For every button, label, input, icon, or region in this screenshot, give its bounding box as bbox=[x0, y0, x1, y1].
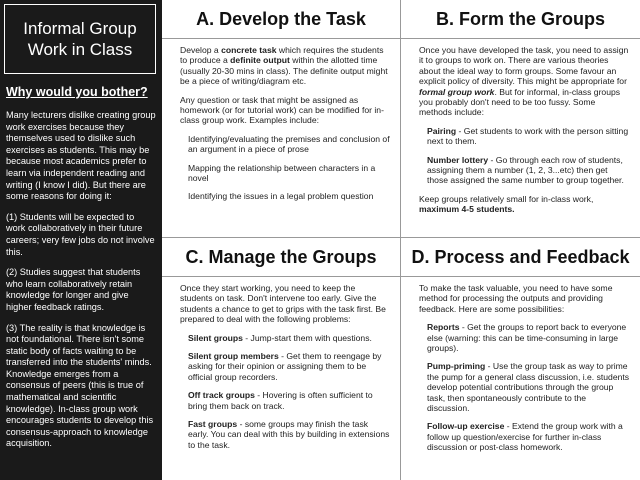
text: Develop a bbox=[180, 45, 222, 55]
bold-italic-text: formal group work bbox=[419, 86, 495, 97]
option-text: - Get the groups to report back to everyone else (warning: this can be time-consuming in large groups). bbox=[427, 322, 627, 354]
problem-name: Fast groups bbox=[188, 419, 238, 430]
sidebar-heading: Why would you bother? bbox=[6, 85, 148, 99]
example-item: Mapping the relationship between characters in a novel bbox=[188, 162, 376, 184]
option-item bbox=[427, 361, 630, 413]
sidebar-body bbox=[6, 110, 156, 459]
bold-text: concrete task bbox=[221, 45, 277, 55]
sidebar-paragraph: Many lecturers dislike creating group work exercises because they themselves used to dislike such exercises as students. This may be because most academics prefer to learn via independent reading and writing (I know I did). But there are some reasons for doing it: bbox=[6, 110, 156, 202]
panel-title: C. Manage the Groups bbox=[162, 238, 400, 277]
problem-name: Off track groups bbox=[188, 390, 255, 401]
problem-text: - Jump-start them with questions. bbox=[242, 332, 372, 343]
problem-item bbox=[188, 419, 390, 450]
panel-title: A. Develop the Task bbox=[162, 0, 400, 39]
problem-text: - some groups may finish the task early. You can deal with this by building in extensions to the task. bbox=[188, 419, 390, 450]
option-item bbox=[427, 421, 630, 452]
panel-paragraph bbox=[419, 194, 630, 215]
panel-form-groups bbox=[401, 0, 640, 238]
option-name: Pump-priming bbox=[427, 361, 486, 372]
panel-body bbox=[162, 277, 400, 450]
method-name: Number lottery bbox=[427, 154, 489, 165]
panel-process-feedback bbox=[401, 238, 640, 480]
bold-text: maximum 4-5 students. bbox=[419, 204, 515, 215]
method-item bbox=[427, 126, 630, 147]
sidebar-paragraph: (2) Studies suggest that students who learn collaboratively retain knowledge for longer and give higher feedback ratings. bbox=[6, 267, 141, 312]
text: within the allotted time (usually 20-30 mins in class). The definite output might be a piece of writing/diagram etc. bbox=[180, 55, 388, 87]
sidebar-paragraph: (1) Students will be expected to work collaboratively in their future careers; very few jobs do not involve this. bbox=[6, 211, 155, 257]
problem-item bbox=[188, 351, 390, 382]
panel-develop-task bbox=[162, 0, 401, 238]
panel-paragraph bbox=[180, 45, 390, 87]
option-name: Reports bbox=[427, 322, 460, 333]
problem-text: - Get them to reengage by asking for their opinion or assigning them to be official group recorders. bbox=[188, 351, 382, 382]
panel-body bbox=[162, 39, 400, 202]
panel-title: B. Form the Groups bbox=[401, 0, 640, 39]
panel-body bbox=[401, 277, 640, 453]
text: . But for informal, in-class groups you probably don't need to be too fussy. Some methods include: bbox=[419, 86, 621, 118]
option-text: - Use the group task as way to prime the pump for a general class discussion, i.e. students develop potential contributions through the group task, then spontaneously contribute to the discussion. bbox=[427, 361, 630, 414]
problem-name: Silent groups bbox=[188, 332, 243, 343]
option-text: - Extend the group work with a follow up question/exercise for further in-class discussion or post-class homework. bbox=[427, 421, 623, 453]
example-item: Identifying/evaluating the premises and conclusion of an argument in a piece of prose bbox=[188, 133, 390, 155]
panel-paragraph: To make the task valuable, you need to have some method for processing the outputs and providing feedback. Here are some possibilities: bbox=[419, 283, 613, 314]
method-text: - Get students to work with the person sitting next to them. bbox=[427, 125, 629, 147]
panel-title: D. Process and Feedback bbox=[401, 238, 640, 277]
poster-title: Informal Group Work in Class bbox=[4, 4, 156, 74]
method-item bbox=[427, 155, 630, 186]
option-name: Follow-up exercise bbox=[427, 421, 505, 432]
problem-name: Silent group members bbox=[188, 351, 279, 362]
method-name: Pairing bbox=[427, 125, 457, 136]
panel-paragraph: Once they start working, you need to keep the students on task. Don't intervene too early. Give the students a chance to get to grips with the task first. Be prepared to deal with the following problems: bbox=[180, 283, 386, 325]
bold-text: definite output bbox=[230, 55, 290, 66]
sidebar-paragraph: (3) The reality is that knowledge is not foundational. There isn't some static body of facts waiting to be transferred into the students' minds. Knowledge emerges from a consensus of peers (this is true of mathematical and scientific knowledge). In-class group work encourages students to develop this consensus-approach to knowledge acquisition. bbox=[6, 322, 154, 449]
panel-paragraph bbox=[419, 45, 630, 118]
option-item bbox=[427, 322, 630, 353]
panel-paragraph: Any question or task that might be assigned as homework (or for tutorial work) can be modified for in-class group work. Examples include: bbox=[180, 94, 384, 126]
method-text: - Go through each row of students, assigning them a number (1, 2, 3...etc) then get those assigned the same number to group together. bbox=[427, 154, 624, 186]
example-item: Identifying the issues in a legal problem question bbox=[188, 191, 374, 202]
sidebar bbox=[0, 0, 162, 480]
panel-manage-groups bbox=[162, 238, 401, 480]
problem-text: - Hovering is often sufficient to bring them back on track. bbox=[188, 390, 373, 411]
text: Once you have developed the task, you need to assign it to groups to work on. There are various theories about the ideal way to form groups. Some favour an explicit policy of diversity. This might be appropriate for bbox=[419, 45, 629, 87]
text: which requires the students to produce a bbox=[180, 45, 384, 66]
text: Keep groups relatively small for in-class work, bbox=[419, 193, 594, 204]
problem-item bbox=[188, 390, 390, 411]
panel-body bbox=[401, 39, 640, 215]
problem-item bbox=[188, 333, 390, 343]
